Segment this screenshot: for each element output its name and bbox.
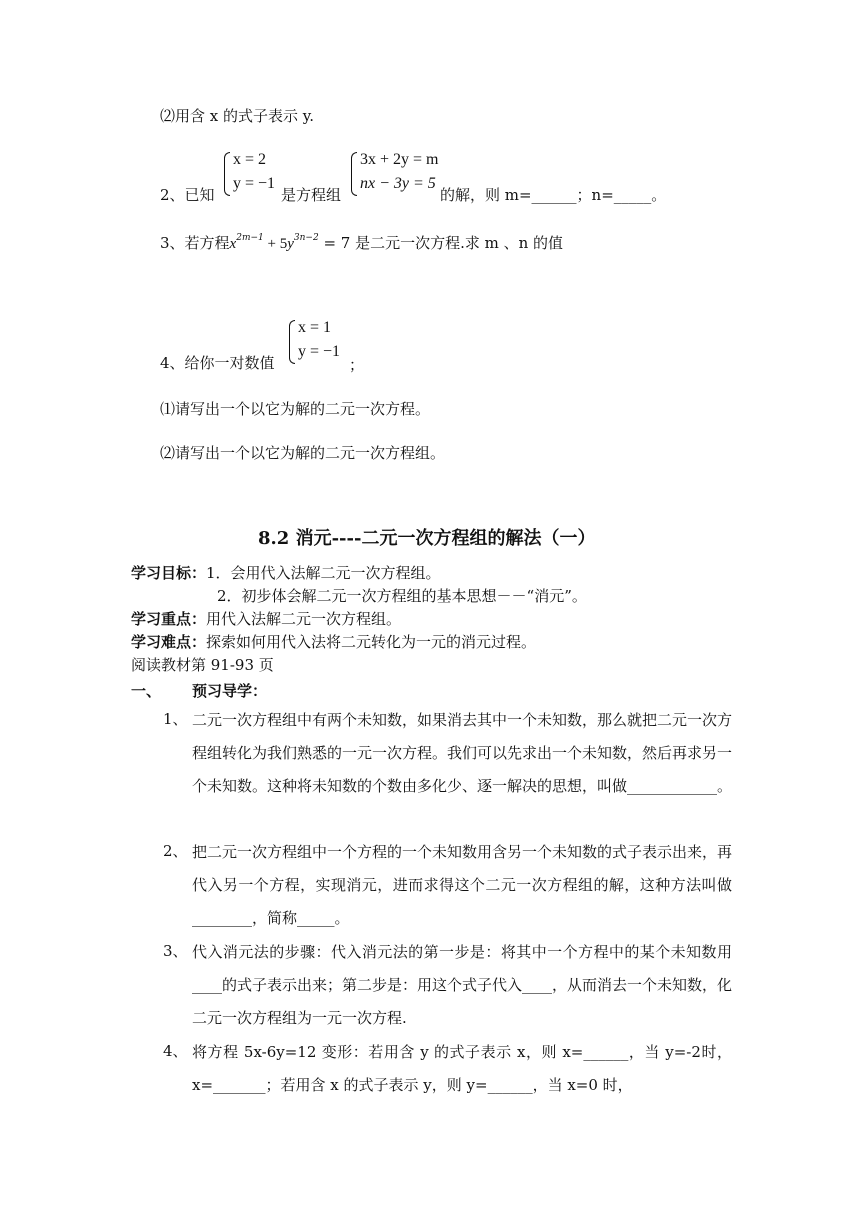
key-label: 学习重点： (131, 610, 207, 628)
q3-base-x: x (229, 236, 237, 252)
q2-mid: 是方程组 (281, 186, 342, 204)
brace (289, 320, 295, 364)
q3-prefix: 3、若方程 (160, 234, 230, 252)
reading-line: 阅读教材第 91-93 页 (131, 656, 274, 674)
q4-prefix: 4、给你一对数值 (160, 354, 275, 372)
q2-suffix: 的解，则 m=______；n=_____。 (440, 186, 667, 204)
q2-prefix: 2、已知 (160, 186, 215, 204)
section-title: 8.2 消元----二元一次方程组的解法（一） (258, 528, 596, 549)
q3-plus: + 5 (263, 236, 288, 252)
q3 (160, 233, 564, 252)
goals-line-1 (131, 566, 441, 581)
difficulty-label: 学习难点： (131, 633, 207, 651)
item-number: 3、 (163, 942, 188, 960)
difficulty-text: 探索如何用代入法将二元转化为一元的消元过程。 (206, 633, 537, 651)
q4-part2: ⑵请写出一个以它为解的二元一次方程组。 (160, 444, 446, 462)
difficulty-line (131, 635, 536, 650)
equation-row: nx − 3y = 5 (360, 175, 436, 192)
part-title: 预习导学： (192, 682, 268, 700)
item-number: 4、 (163, 1042, 188, 1060)
item-text: 把二元一次方程组中一个方程的一个未知数用含另一个未知数的式子表示出来，再代入另一个方程，实现消元，进而求得这个二元一次方程组的解，这种方法叫做________，简称_____。 (192, 843, 733, 927)
equation-row: 3x + 2y = m (360, 151, 439, 168)
equation-row: y = −1 (298, 343, 341, 360)
goal-1: 1．会用代入法解二元一次方程组。 (206, 564, 441, 582)
q1-part2: ⑵用含 x 的式子表示 y. (160, 107, 315, 125)
item-text: 代入消元法的步骤：代入消元法的第一步是：将其中一个方程中的某个未知数用____的式子表示出来；第二步是：用这个式子代入____，从而消去一个未知数，化二元一次方程组为一元一次方程. (192, 943, 733, 1027)
equation-row: y = −1 (233, 175, 276, 192)
equation-row: x = 1 (298, 319, 332, 336)
key-text: 用代入法解二元一次方程组。 (206, 610, 402, 628)
q3-suffix: = 7 是二元一次方程.求 m 、n 的值 (318, 234, 564, 252)
item-text: 二元一次方程组中有两个未知数，如果消去其中一个未知数，那么就把二元一次方程组转化为我们熟悉的一元一次方程。我们可以先求出一个未知数，然后再求另一个未知数。这种将未知数的个数由多化少、逐一解决的思想，叫做____________。 (192, 711, 733, 795)
q3-exp-x: 2m−1 (236, 233, 264, 243)
item-number: 2、 (163, 842, 188, 860)
equation-row: x = 2 (233, 151, 267, 168)
q4-suffix: ； (349, 356, 365, 374)
q3-exp-y: 3n−2 (293, 233, 319, 243)
goals-label: 学习目标： (131, 564, 207, 582)
key-line (131, 612, 401, 627)
brace (351, 152, 357, 196)
part-number: 一、 (131, 682, 162, 700)
goal-2: 2．初步体会解二元一次方程组的基本思想－－“消元”。 (217, 587, 587, 605)
item-text: 将方程 5x-6y=12 变形：若用含 y 的式子表示 x，则 x=______，当 y=-2时，x=_______；若用含 x 的式子表示 y，则 y=______，当 x=0 时， (192, 1043, 732, 1094)
q3-base-y: y (287, 236, 294, 252)
brace (224, 152, 230, 196)
q4-part1: ⑴请写出一个以它为解的二元一次方程。 (160, 400, 431, 418)
item-number: 1、 (163, 710, 188, 728)
